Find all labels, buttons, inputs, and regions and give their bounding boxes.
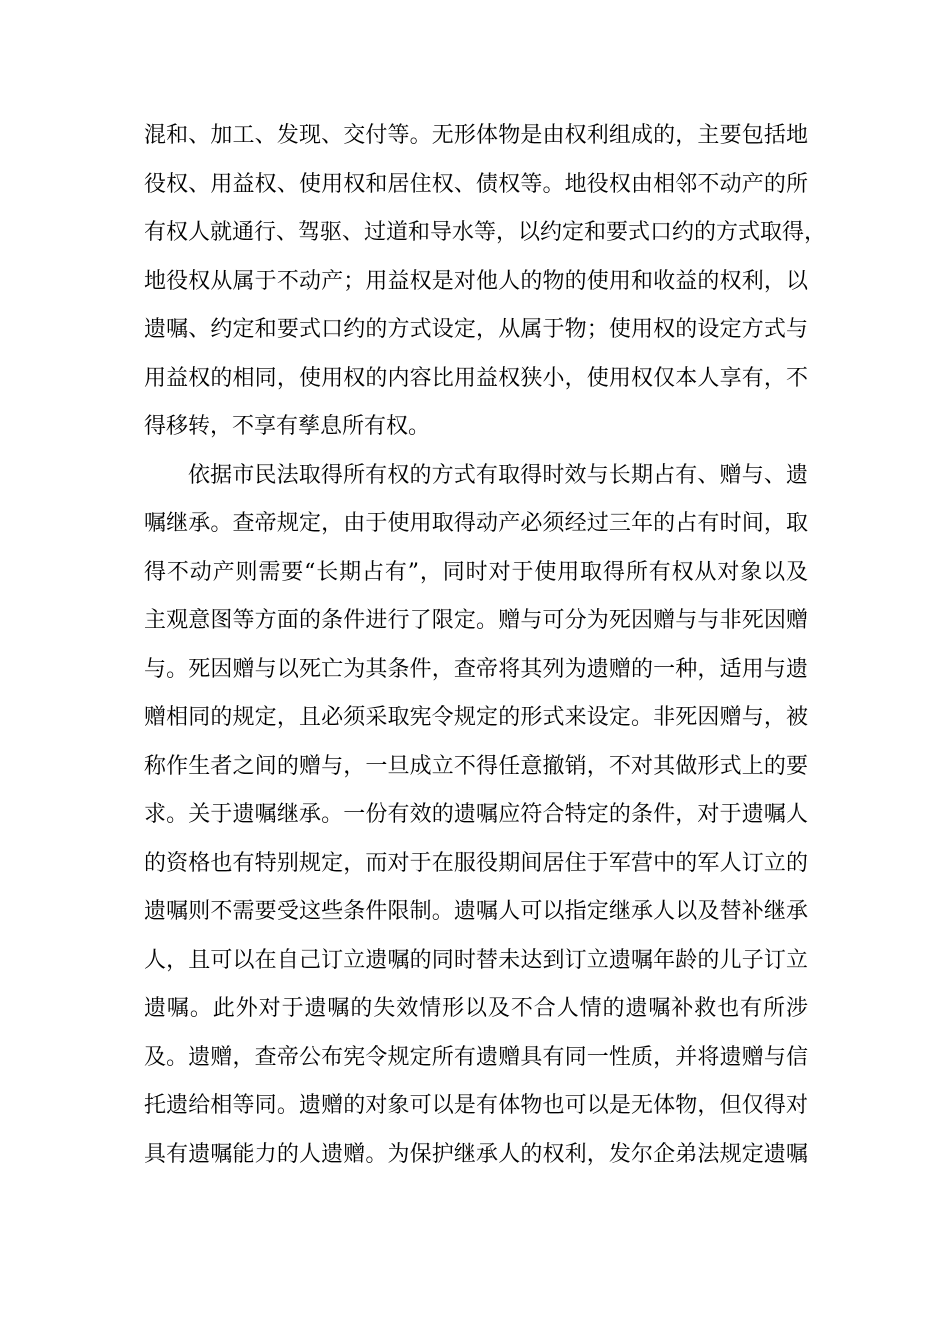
text-line: 用益权的相同，使用权的内容比用益权狭小，使用权仅本人享有，不 — [144, 365, 808, 391]
text-line: 的资格也有特别规定，而对于在服役期间居住于军营中的军人订立的 — [144, 850, 808, 876]
text-line: 遗嘱。此外对于遗嘱的失效情形以及不合人情的遗嘱补救也有所涉 — [144, 996, 808, 1021]
text-line: 遗嘱则不需要受这些条件限制。遗嘱人可以指定继承人以及替补继承 — [144, 899, 808, 924]
text-line: 赠相同的规定，且必须采取宪令规定的形式来设定。非死因赠与，被 — [144, 705, 808, 730]
text-line: 遗嘱、约定和要式口约的方式设定，从属于物；使用权的设定方式与 — [144, 317, 808, 342]
text-line: 得不动产则需要“长期占有”，同时对于使用取得所有权从对象以及 — [144, 559, 808, 585]
text-line: 及。遗赠，查帝公布宪令规定所有遗赠具有同一性质，并将遗赠与信 — [144, 1044, 808, 1070]
text-line: 得移转，不享有孳息所有权。 — [144, 414, 431, 439]
text-line: 主观意图等方面的条件进行了限定。赠与可分为死因赠与与非死因赠 — [144, 608, 808, 633]
text-line: 求。关于遗嘱继承。一份有效的遗嘱应符合特定的条件，对于遗嘱人 — [144, 802, 808, 827]
body-text — [144, 112, 827, 1179]
text-line: 称作生者之间的赠与，一旦成立不得任意撤销，不对其做形式上的要 — [144, 753, 808, 779]
text-line: 人，且可以在自己订立遗嘱的同时替未达到订立遗嘱年龄的儿子订立 — [144, 947, 808, 973]
text-line: 有权人就通行、驾驱、过道和导水等，以约定和要式口约的方式取得， — [144, 220, 827, 245]
text-line: 依据市民法取得所有权的方式有取得时效与长期占有、赠与、遗 — [188, 462, 808, 488]
text-line: 嘱继承。查帝规定，由于使用取得动产必须经过三年的占有时间，取 — [144, 511, 808, 536]
text-line: 托遗给相等同。遗赠的对象可以是有体物也可以是无体物，但仅得对 — [144, 1093, 808, 1118]
text-line: 与。死因赠与以死亡为其条件，查帝将其列为遗赠的一种，适用与遗 — [144, 656, 808, 682]
text-line: 地役权从属于不动产；用益权是对他人的物的使用和收益的权利，以 — [144, 268, 808, 294]
text-line: 役权、用益权、使用权和居住权、债权等。地役权由相邻不动产的所 — [144, 171, 808, 197]
text-line: 混和、加工、发现、交付等。无形体物是由权利组成的，主要包括地 — [144, 123, 808, 148]
text-line: 具有遗嘱能力的人遗赠。为保护继承人的权利，发尔企弟法规定遗嘱 — [144, 1141, 808, 1167]
